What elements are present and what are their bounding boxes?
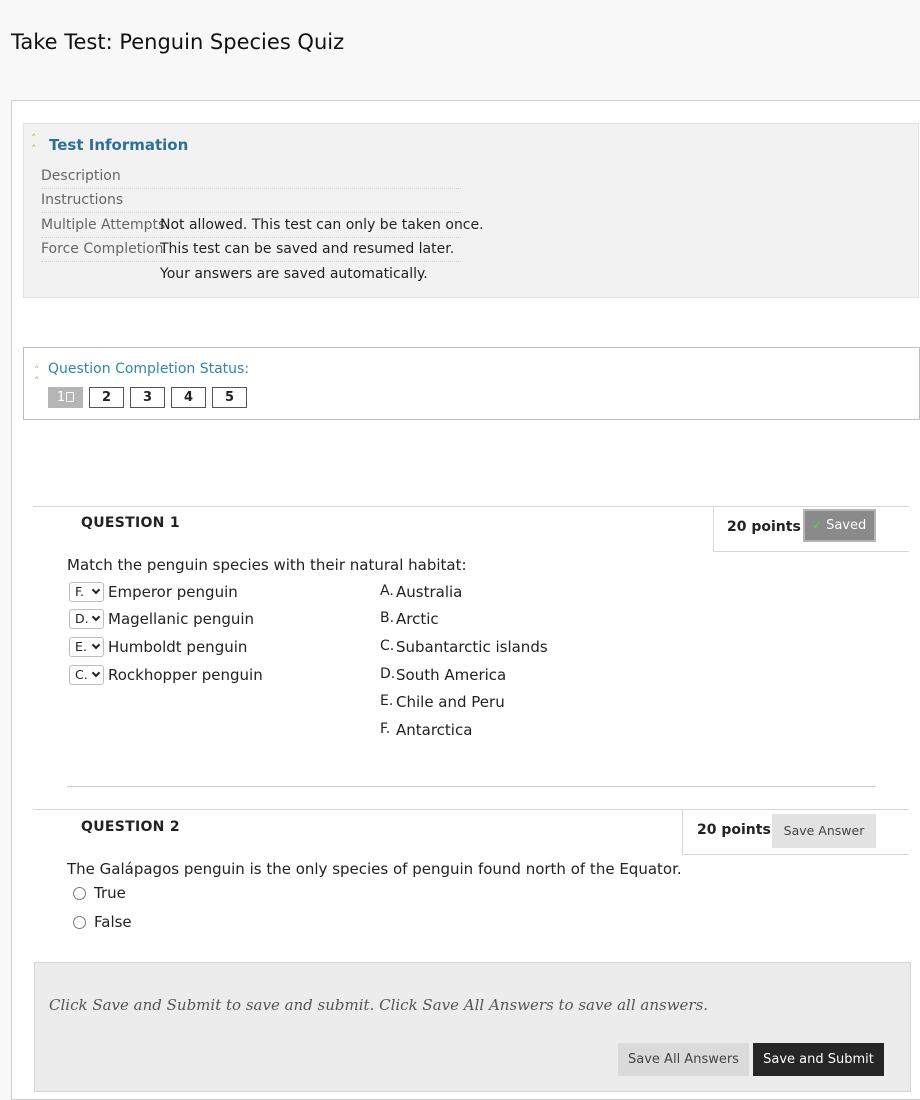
saved-label: Saved (826, 518, 867, 533)
check-icon: ✓ (812, 518, 823, 532)
answer-option-true[interactable] (73, 884, 126, 902)
question-1-points-box (713, 507, 909, 552)
answer-option (380, 610, 439, 628)
answer-option (380, 693, 505, 711)
info-row-description (41, 164, 461, 189)
chevron-down-icon (92, 613, 100, 621)
info-value: Your answers are saved automatically. (160, 266, 428, 283)
answer-option-false[interactable] (73, 913, 132, 931)
question-nav-1[interactable]: 1 (48, 387, 83, 408)
question-completion-status (23, 347, 920, 420)
question-1-prompt: Match the penguin species with their natural habitat: (67, 556, 467, 574)
answer-letter: D. (380, 666, 396, 682)
question-nav-4[interactable]: 4 (171, 387, 206, 408)
match-select[interactable]: F. (69, 582, 104, 602)
answer-option (380, 583, 462, 601)
document-icon (66, 392, 74, 402)
info-value: This test can be saved and resumed later. (160, 241, 455, 258)
match-row (69, 637, 247, 657)
save-answer-button[interactable]: Save Answer (772, 814, 876, 848)
info-label: Force Completion (41, 241, 164, 258)
test-info-table (41, 164, 484, 287)
info-row-instructions (41, 189, 461, 214)
radio-button[interactable] (73, 916, 86, 929)
answer-option (380, 638, 548, 656)
answer-option (380, 721, 472, 739)
match-row (69, 665, 263, 685)
points-label: 20 points (697, 822, 771, 838)
answer-text: Antarctica (396, 721, 473, 739)
match-select[interactable]: C. (69, 665, 104, 685)
answer-text: Chile and Peru (396, 693, 505, 711)
answer-text: South America (396, 666, 507, 684)
question-nav (48, 387, 247, 408)
option-label: False (94, 913, 132, 931)
info-row-multiple-attempts (41, 213, 484, 238)
match-row (69, 582, 238, 602)
page-title: Take Test: Penguin Species Quiz (11, 30, 345, 54)
option-label: True (94, 884, 126, 902)
collapse-icon[interactable]: ˄ ˄ (34, 364, 40, 388)
match-select[interactable]: E. (69, 637, 104, 657)
match-row (69, 609, 254, 629)
info-label: Instructions (41, 192, 124, 209)
points-label: 20 points (727, 519, 801, 535)
question-2-title: QUESTION 2 (81, 819, 180, 835)
answer-text: Subantarctic islands (396, 638, 548, 656)
radio-button[interactable] (73, 887, 86, 900)
question-separator (67, 786, 876, 787)
answer-text: Arctic (396, 610, 439, 628)
save-and-submit-button[interactable]: Save and Submit (753, 1043, 884, 1076)
answer-letter: A. (380, 583, 394, 599)
footer-instruction: Click Save and Submit to save and submit. Click Save All Answers to save all answers. (49, 996, 709, 1014)
test-information-panel (23, 123, 919, 298)
chevron-down-icon (92, 669, 100, 677)
question-nav-2[interactable]: 2 (89, 387, 124, 408)
answer-option (380, 666, 506, 684)
chevron-down-icon (92, 641, 100, 649)
saved-status-button[interactable] (803, 509, 876, 542)
info-label: Description (41, 167, 121, 184)
completion-status-title[interactable]: Question Completion Status: (48, 361, 250, 377)
match-item: Magellanic penguin (108, 610, 255, 628)
match-item: Emperor penguin (108, 583, 238, 601)
answer-letter: E. (380, 693, 394, 709)
question-2-prompt: The Galápagos penguin is the only species of penguin found north of the Equator. (67, 860, 682, 878)
answer-letter: C. (380, 638, 395, 654)
question-nav-5[interactable]: 5 (212, 387, 247, 408)
test-information-title[interactable]: Test Information (49, 136, 189, 154)
answer-letter: B. (380, 610, 395, 626)
submit-footer (34, 962, 911, 1092)
chevron-down-icon (92, 586, 100, 594)
save-all-answers-button[interactable]: Save All Answers (618, 1043, 749, 1076)
match-item: Rockhopper penguin (108, 666, 263, 684)
question-2-points-box (682, 810, 909, 855)
question-1-title: QUESTION 1 (81, 515, 180, 531)
info-value: Not allowed. This test can only be taken once. (160, 216, 484, 233)
info-label: Multiple Attempts (41, 216, 166, 233)
match-select[interactable]: D. (69, 609, 104, 629)
info-row-autosave (41, 262, 461, 287)
info-row-force-completion (41, 238, 461, 263)
question-nav-3[interactable]: 3 (130, 387, 165, 408)
match-item: Humboldt penguin (108, 638, 248, 656)
answer-text: Australia (396, 583, 463, 601)
collapse-icon[interactable]: ˄ ˄ (31, 132, 37, 156)
answer-letter: F. (380, 721, 391, 737)
